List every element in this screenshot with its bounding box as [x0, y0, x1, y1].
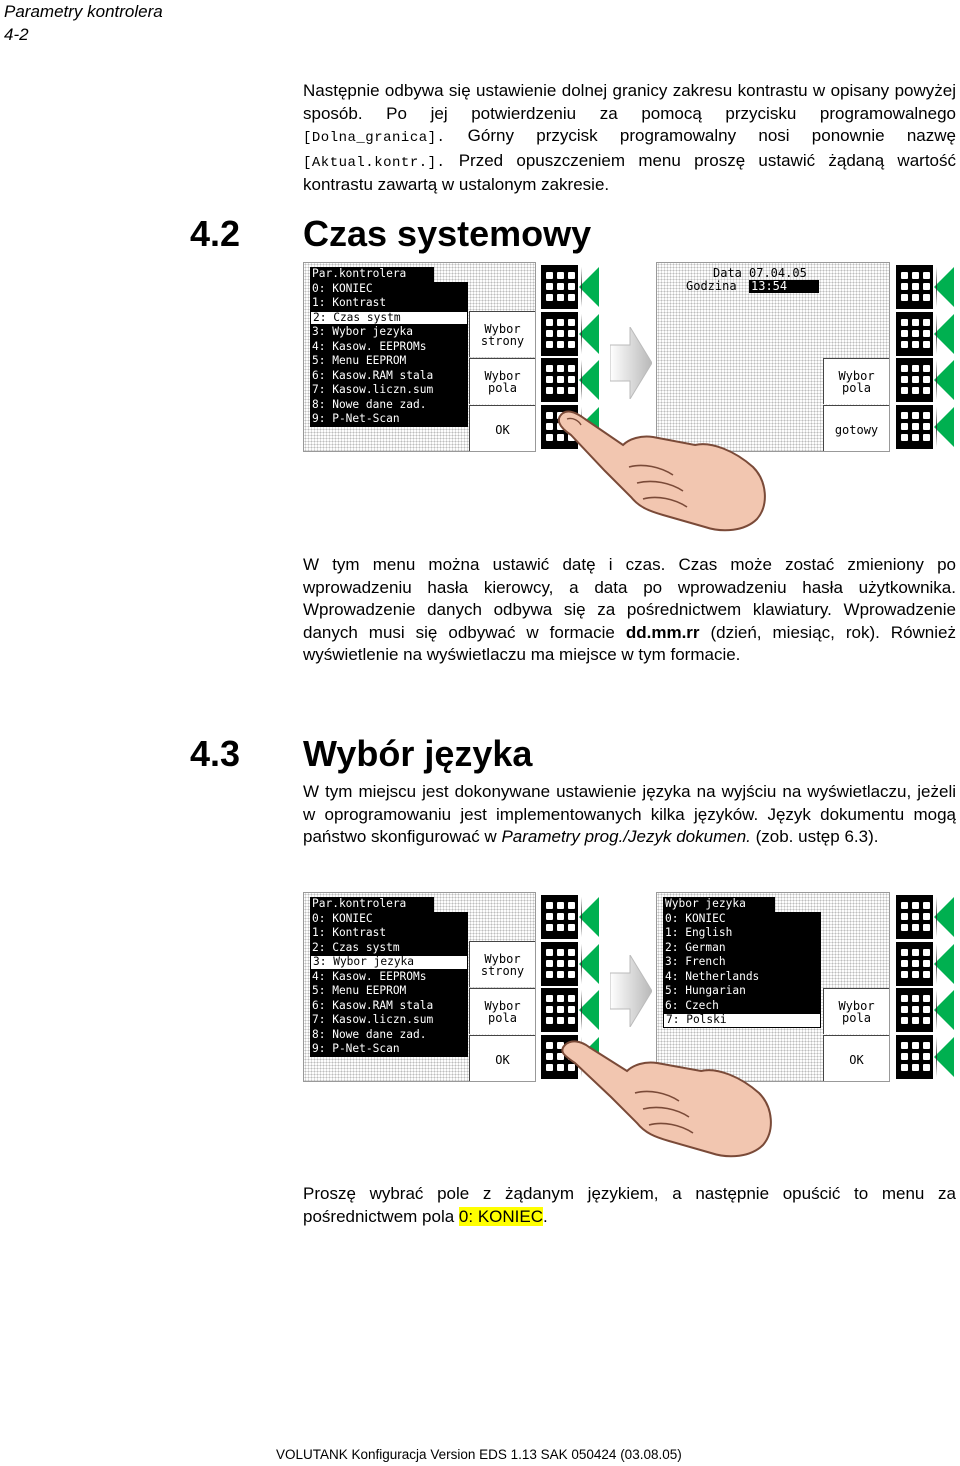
next-arrow-icon: [610, 327, 652, 399]
keypad-icon: [896, 1035, 933, 1079]
lcd-menu-item: 8: Nowe dane zad.: [310, 1028, 468, 1043]
softkey-field-select[interactable]: Wybor pola: [823, 358, 889, 404]
page-footer: VOLUTANK Konfiguracja Version EDS 1.13 SAK 050424 (03.08.05): [276, 1447, 682, 1462]
lcd-menu-item: 6: Kasow.RAM stala: [310, 999, 468, 1014]
keypad-button[interactable]: [896, 895, 956, 939]
lcd-menu-item-selected: 2: Czas systm: [310, 311, 468, 326]
keypad-button[interactable]: [541, 942, 601, 986]
green-triangle-icon: [934, 1037, 954, 1077]
keypad-button[interactable]: [896, 405, 956, 449]
keypad-icon: [541, 312, 578, 356]
intro-paragraph: Następnie odbywa się ustawienie dolnej granicy zakresu kontrastu w opisany powyżej sposób. Po jej potwierdzeniu za pomocą przycisku programowalnego [Dolna_granica]. Górny przycisk programowalny nosi ponownie nazwę [Aktual.kontr.]. Przed opuszczeniem menu proszę ustawić żądaną wartość kontrastu zawartą w ustalonym zakresie.: [303, 81, 956, 194]
keypad-button[interactable]: [896, 265, 956, 309]
keypad-icon: [896, 895, 933, 939]
time-label: Godzina: [686, 279, 737, 293]
language-item: 4: Netherlands: [663, 970, 821, 985]
keypad-icon: [541, 895, 578, 939]
lcd-menu-item: 1: Kontrast: [310, 296, 468, 311]
softkey-field-select[interactable]: Wybor pola: [823, 988, 889, 1034]
lcd-menu-item: 0: KONIEC: [310, 282, 468, 297]
keypad-button[interactable]: [896, 988, 956, 1032]
keypad-icon: [896, 312, 933, 356]
lcd-main-menu: [303, 262, 536, 452]
keypad-button[interactable]: [896, 942, 956, 986]
softkey-field-select[interactable]: Wybor pola: [469, 358, 535, 404]
keypad-button[interactable]: [541, 895, 601, 939]
lcd-menu-item: 4: Kasow. EEPROMs: [310, 970, 468, 985]
keypad-button[interactable]: [541, 988, 601, 1032]
softkey-field-select[interactable]: Wybor pola: [469, 988, 535, 1034]
keypad-button[interactable]: [896, 312, 956, 356]
green-triangle-icon: [934, 407, 954, 447]
keypad-icon: [541, 988, 578, 1032]
keypad-icon: [541, 942, 578, 986]
keypad-button[interactable]: [541, 312, 601, 356]
keypad-button[interactable]: [896, 1035, 956, 1079]
green-triangle-icon: [579, 267, 599, 307]
section-heading-4-2: 4.2 Czas systemowy: [190, 213, 592, 254]
green-triangle-icon: [934, 267, 954, 307]
green-triangle-icon: [934, 990, 954, 1030]
lcd-menu-item: 5: Menu EEPROM: [310, 354, 468, 369]
softkey-ok[interactable]: OK: [469, 1035, 535, 1082]
green-triangle-icon: [579, 897, 599, 937]
language-item: 1: English: [663, 926, 821, 941]
softkey-ready[interactable]: gotowy: [823, 405, 889, 452]
lcd-menu-item: 6: Kasow.RAM stala: [310, 369, 468, 384]
language-item: 5: Hungarian: [663, 984, 821, 999]
lcd-menu-title: Par.kontrolera: [310, 897, 434, 912]
lcd-language-title: Wybor jezyka: [663, 897, 775, 912]
language-item-selected: 7: Polski: [663, 1013, 821, 1028]
lcd-menu-item: 8: Nowe dane zad.: [310, 398, 468, 413]
lcd-menu-item: 7: Kasow.liczn.sum: [310, 383, 468, 398]
language-item: 3: French: [663, 955, 821, 970]
keypad-button[interactable]: [896, 358, 956, 402]
section-4-3-paragraph: W tym miejscu jest dokonywane ustawienie języka na wyjściu na wyświetlaczu, jeżeli w oprogramowaniu jest implementowanych kilka języków. Język dokumentu mogą państwo skonfigurować w Parametry prog./Jezyk dokumen. (zob. ustęp 6.3).: [303, 782, 956, 846]
green-triangle-icon: [579, 990, 599, 1030]
lcd-menu-item: 0: KONIEC: [310, 912, 468, 927]
keypad-button[interactable]: [541, 265, 601, 309]
softkey-empty: [823, 941, 889, 987]
pointing-hand-icon: [545, 405, 770, 535]
next-arrow-icon: [610, 955, 652, 1027]
section-4-3-instruction: Proszę wybrać pole z żądanym językiem, a następnie opuścić to menu za pośrednictwem pola 0: KONIEC.: [303, 1184, 956, 1226]
key-column-right-1: [896, 265, 956, 451]
code-lower-limit: [Dolna_granica].: [303, 130, 446, 146]
keypad-icon: [896, 405, 933, 449]
softkey-ok[interactable]: OK: [469, 405, 535, 452]
green-triangle-icon: [934, 314, 954, 354]
lcd-menu-item: 3: Wybor jezyka: [310, 325, 468, 340]
date-label: Data: [713, 266, 742, 280]
green-triangle-icon: [934, 944, 954, 984]
green-triangle-icon: [579, 944, 599, 984]
language-item: 2: German: [663, 941, 821, 956]
keypad-icon: [541, 265, 578, 309]
code-actual-contrast: [Aktual.kontr.].: [303, 154, 446, 171]
keypad-icon: [896, 265, 933, 309]
keypad-icon: [896, 988, 933, 1032]
lcd-menu-item: 7: Kasow.liczn.sum: [310, 1013, 468, 1028]
key-column-right-2: [896, 895, 956, 1081]
softkey-page-select[interactable]: Wybor strony: [469, 941, 535, 987]
lcd-menu-item: 5: Menu EEPROM: [310, 984, 468, 999]
section-4-2-paragraph: W tym menu można ustawić datę i czas. Czas może zostać zmieniony po wprowadzeniu hasła kierowcy, a data po wprowadzeniu hasła użytkownika. Wprowadzenie danych odbywa się za pośrednictwem klawiatury. Wprowadzenie danych musi się odbywać w formacie dd.mm.rr (dzień, miesiąc, rok). Również wyświetlenie na wyświetlaczu ma miejsce w tym formacie.: [303, 555, 956, 664]
date-value: 07.04.05: [749, 266, 807, 280]
lcd-menu-item: 9: P-Net-Scan: [310, 1042, 468, 1057]
time-value[interactable]: 13:54: [749, 280, 819, 293]
date-format: dd.mm.rr: [625, 622, 700, 642]
keypad-icon: [541, 358, 578, 402]
menu-path: Parametry prog./Jezyk dokumen.: [501, 827, 751, 846]
pointing-hand-icon: [555, 1035, 775, 1160]
lcd-menu-item: 9: P-Net-Scan: [310, 412, 468, 427]
lcd-menu-item-selected: 3: Wybor jezyka: [310, 955, 468, 970]
lcd-menu-item: 2: Czas systm: [310, 941, 468, 956]
lcd-menu-item: 1: Kontrast: [310, 926, 468, 941]
keypad-icon: [896, 358, 933, 402]
softkey-page-select[interactable]: Wybor strony: [469, 311, 535, 357]
section-heading-4-3: 4.3 Wybór języka: [190, 733, 533, 774]
green-triangle-icon: [579, 314, 599, 354]
green-triangle-icon: [934, 897, 954, 937]
page-number: 4-2: [4, 25, 29, 44]
green-triangle-icon: [579, 360, 599, 400]
keypad-icon: [896, 942, 933, 986]
softkey-empty: [823, 311, 889, 357]
page-header: [4, 0, 163, 46]
lcd-main-menu-2: [303, 892, 536, 1082]
green-triangle-icon: [934, 360, 954, 400]
softkey-ok[interactable]: OK: [823, 1035, 889, 1082]
language-item: 0: KONIEC: [663, 912, 821, 927]
chapter-title: Parametry kontrolera: [4, 2, 163, 21]
lcd-menu-item: 4: Kasow. EEPROMs: [310, 340, 468, 355]
lcd-menu-title: Par.kontrolera: [310, 267, 434, 282]
keypad-button[interactable]: [541, 358, 601, 402]
language-item: 6: Czech: [663, 999, 821, 1014]
highlight-exit-field: 0: KONIEC: [458, 1206, 544, 1226]
